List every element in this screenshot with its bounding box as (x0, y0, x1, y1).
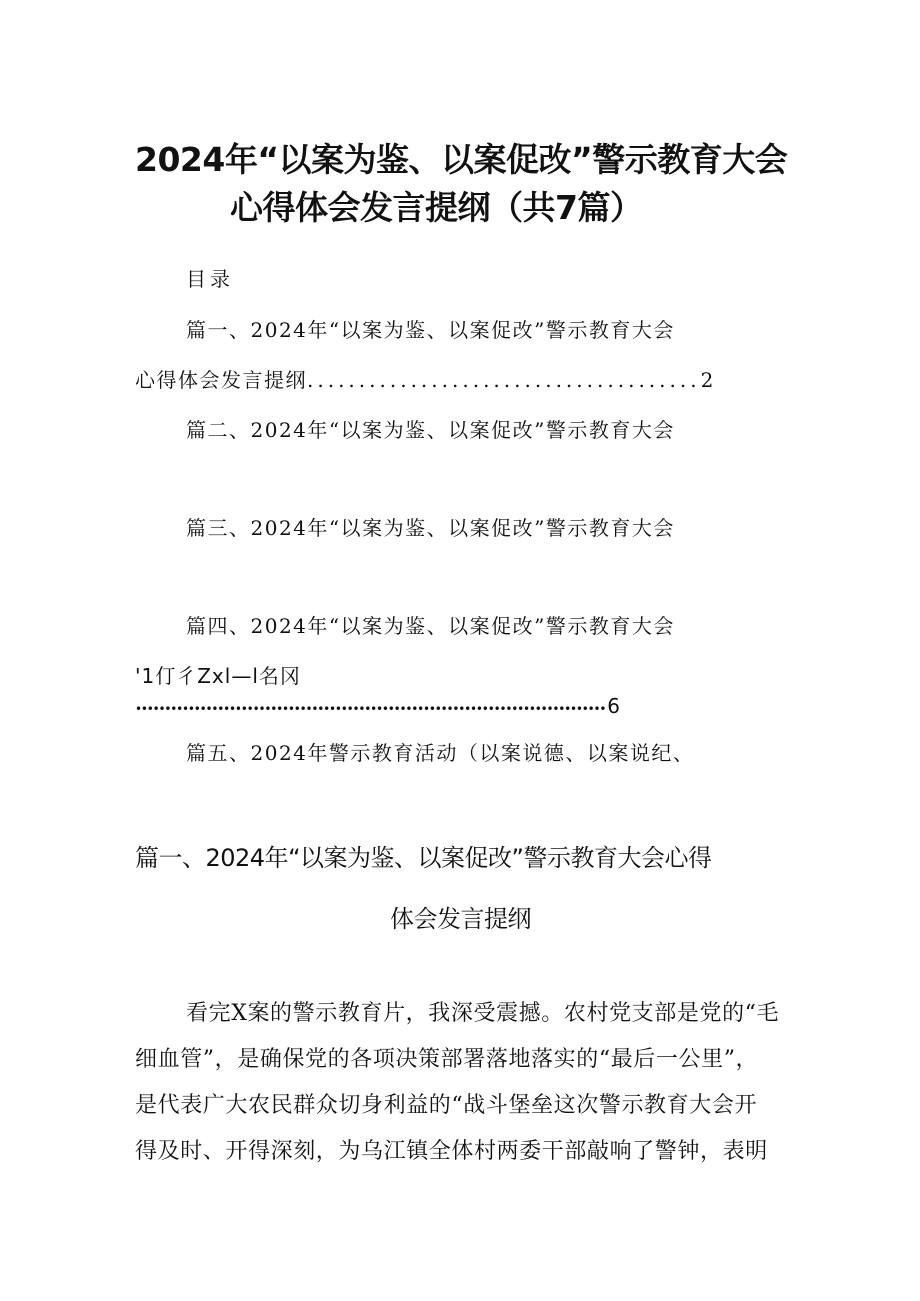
toc-heading: 目录 (186, 267, 234, 291)
toc-bullet-leader: •••••••••••••••••••••••••••••••••••••••••••••••••••••••••••••••••••••••••••••••• (135, 702, 606, 716)
section-title-line-1: 篇一、2024年“以案为鉴、以案促改”警示教育大会心得 (135, 844, 712, 872)
document-title-line-1: 2024年“以案为鉴、以案促改”警示教育大会 (135, 140, 788, 179)
document-title-line-2: 心得体会发言提纲（共7篇） (230, 188, 643, 227)
body-paragraph-line-4: 得及时、开得深刻，为乌江镇全体村两委干部敲响了警钟，表明 (135, 1139, 768, 1164)
toc-entry-4-leader (135, 696, 620, 716)
section-title-line-2: 体会发言提纲 (390, 905, 531, 933)
body-paragraph-line-3: 是代表广大农民群众切身利益的“战斗堡垒这次警示教育大会开 (135, 1093, 758, 1118)
toc-entry-2[interactable]: 篇二、2024年“以案为鉴、以案促改”警示教育大会 (186, 418, 675, 442)
toc-entry-3[interactable]: 篇三、2024年“以案为鉴、以案促改”警示教育大会 (186, 516, 675, 540)
toc-page-number-6: 6 (607, 694, 620, 718)
toc-entry-4[interactable]: 篇四、2024年“以案为鉴、以案促改”警示教育大会 (186, 614, 675, 638)
body-paragraph-line-2: 细血管”，是确保党的各项决策部署落地落实的“最后一公里”， (135, 1047, 759, 1072)
toc-entry-1[interactable]: 篇一、2024年“以案为鉴、以案促改”警示教育大会 (186, 318, 675, 342)
toc-entry-1-cont[interactable] (135, 370, 715, 390)
toc-leader-dots: ...................................... (307, 368, 701, 392)
toc-entry-5[interactable]: 篇五、2024年警示教育活动（以案说德、以案说纪、 (186, 741, 695, 765)
toc-garbled-text: '1仃彳Zxl—l名冈 (135, 664, 301, 688)
body-paragraph-line-1: 看完X案的警示教育片，我深受震撼。农村党支部是党的“毛 (186, 1001, 780, 1026)
toc-entry-1-subtitle: 心得体会发言提纲 (135, 368, 307, 392)
toc-page-number: 2 (700, 368, 715, 392)
